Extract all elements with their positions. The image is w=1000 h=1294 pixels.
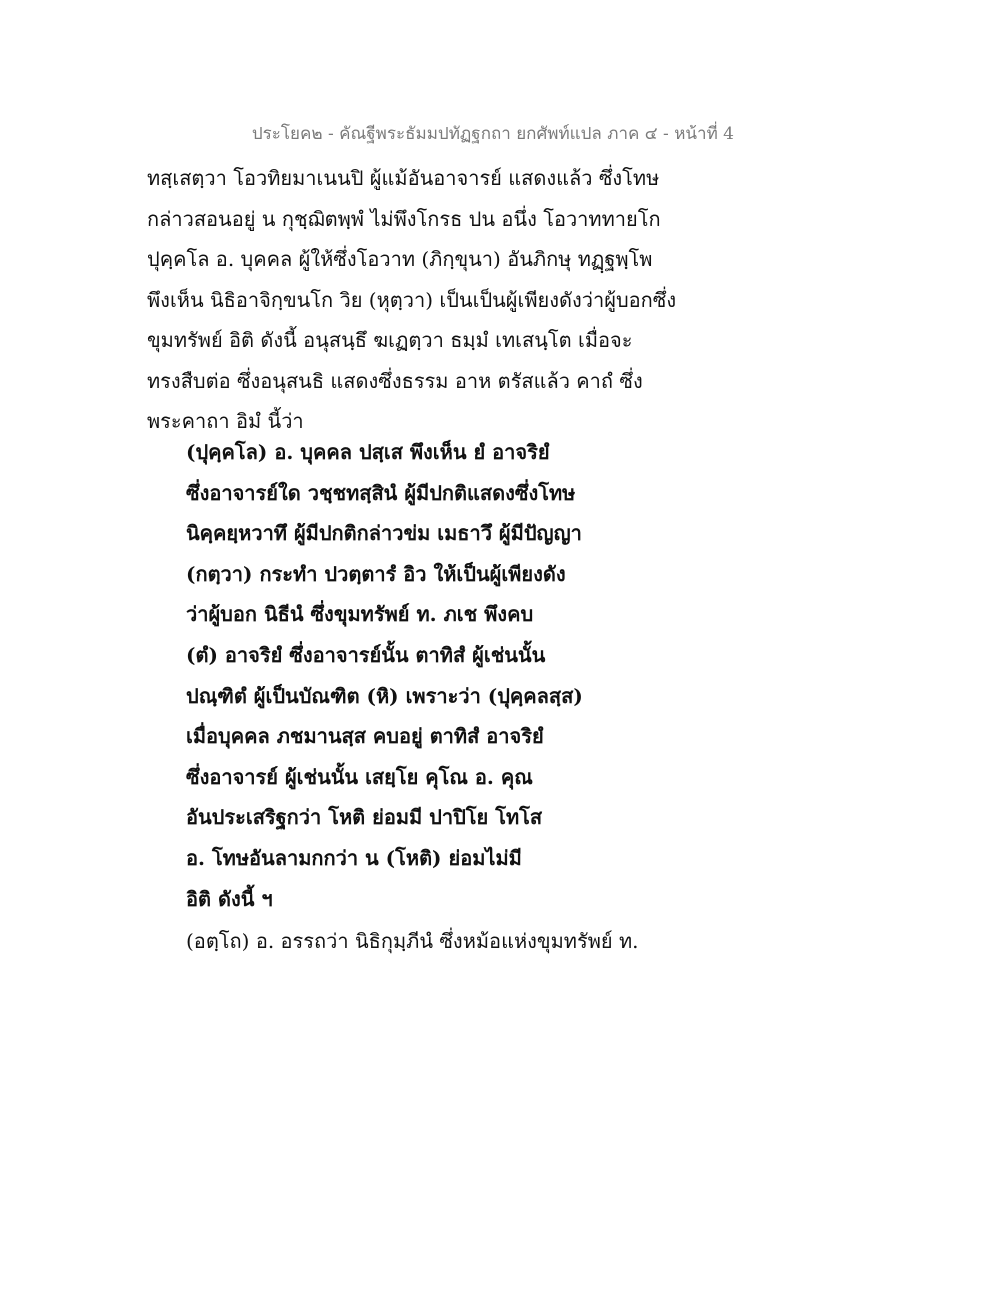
verse-line: ปณฺฑิตํ ผู้เป็นบัณฑิต (หิ) เพราะว่า (ปุคฺคลสฺส) (186, 683, 583, 708)
verse-line: (ตํ) อาจริยํ ซึ่งอาจารย์นั้น ตาทิสํ ผู้เช่นนั้น (186, 642, 546, 667)
verse-block (186, 432, 886, 919)
prose-line: ทสฺเสตฺวา โอวทิยมาเนนปิ ผู้แม้อันอาจารย์ แสดงแล้ว ซึ่งโทษ (147, 166, 660, 190)
verse-line: อิติ ดังนี้ ฯ (186, 886, 273, 911)
prose-line: ปุคฺคโล อ. บุคคล ผู้ให้ซึ่งโอวาท (ภิกฺขุนา) อันภิกษุ ทฏฺฐพฺโพ (147, 247, 653, 271)
prose-line: พระคาถา อิมํ นี้ว่า (147, 409, 304, 433)
verse-line: (กตฺวา) กระทำ ปวตฺตารํ อิว ให้เป็นผู้เพียงดัง (186, 561, 566, 586)
verse-line: อันประเสริฐกว่า โหติ ย่อมมี ปาปิโย โทโส (186, 805, 543, 830)
prose-line: ขุมทรัพย์ อิติ ดังนี้ อนุสนฺธึ ฆเฏตฺวา ธมฺมํ เทเสนฺโต เมื่อจะ (147, 328, 633, 352)
verse-line: อ. โทษอันลามกกว่า น (โหติ) ย่อมไม่มี (186, 845, 522, 870)
prose-paragraph (147, 158, 867, 442)
verse-line: นิคฺคยฺหวาทึ ผู้มีปกติกล่าวข่ม เมธาวึ ผู้มีปัญญา (186, 521, 582, 546)
prose-line: กล่าวสอนอยู่ น กุชฺฌิตพฺพํ ไม่พึงโกรธ ปน อนึ่ง โอวาททายโก (147, 206, 661, 231)
page-header: ประโยค๒ - คัณฐีพระธัมมปทัฏฐกถา ยกศัพท์แปล ภาค ๔ - หน้าที่ 4 (251, 124, 734, 144)
note-line: (อตฺโถ) อ. อรรถว่า นิธิกุมฺภีนํ ซึ่งหม้อแห่งขุมทรัพย์ ท. (186, 929, 639, 953)
verse-line: เมื่อบุคคล ภชมานสฺส คบอยู่ ตาทิสํ อาจริยํ (186, 724, 544, 749)
verse-line: (ปุคฺคโล) อ. บุคคล ปสฺเส พึงเห็น ยํ อาจริยํ (186, 440, 550, 464)
prose-line: ทรงสืบต่อ ซึ่งอนุสนธิ แสดงซึ่งธรรม อาห ตรัสแล้ว คาถํ ซึ่ง (147, 368, 643, 393)
verse-line: ซึ่งอาจารย์ ผู้เช่นนั้น เสยฺโย คุโณ อ. คุณ (186, 764, 533, 789)
verse-line: ซึ่งอาจารย์ใด วชฺชทสฺสินํ ผู้มีปกติแสดงซึ่งโทษ (186, 480, 576, 505)
verse-line: ว่าผู้บอก นิธีนํ ซึ่งขุมทรัพย์ ท. ภเช พึงคบ (186, 602, 534, 627)
prose-line: พึงเห็น นิธิอาจิกฺขนโก วิย (หุตฺวา) เป็นเป็นผู้เพียงดังว่าผู้บอกซึ่ง (147, 287, 677, 312)
